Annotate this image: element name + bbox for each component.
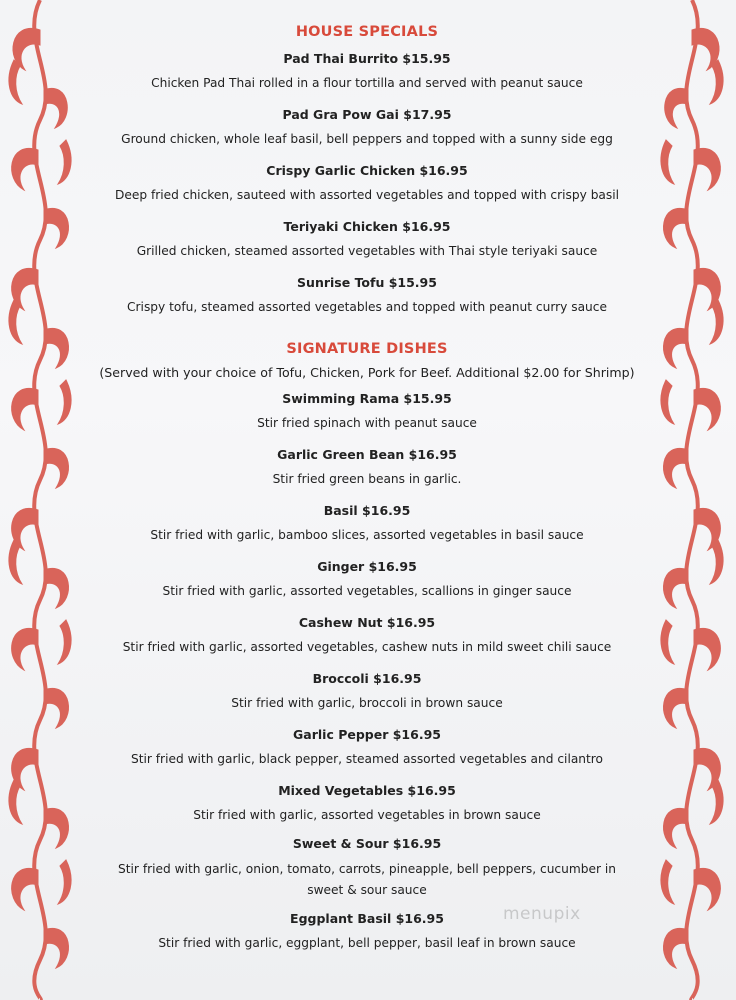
section-title-signature-dishes: SIGNATURE DISHES <box>286 341 448 357</box>
item-name: Crispy Garlic Chicken $16.95 <box>266 163 468 178</box>
item-description: Stir fried with garlic, assorted vegetables in brown sauce <box>193 808 541 822</box>
item-description: Stir fried with garlic, broccoli in brown sauce <box>231 696 503 710</box>
item-name: Ginger $16.95 <box>317 559 417 574</box>
menu-item <box>82 101 652 157</box>
section-title-house-specials: HOUSE SPECIALS <box>295 24 439 40</box>
item-description: Stir fried with garlic, assorted vegetables, scallions in ginger sauce <box>162 584 572 598</box>
item-name: Broccoli $16.95 <box>312 671 422 686</box>
item-name: Garlic Pepper $16.95 <box>293 727 441 742</box>
item-description: Chicken Pad Thai rolled in a flour tortilla and served with peanut sauce <box>151 76 583 90</box>
item-description: Stir fried with garlic, assorted vegetables, cashew nuts in mild sweet chili sauce <box>122 640 612 654</box>
menu-item <box>82 553 652 609</box>
item-name: Garlic Green Bean $16.95 <box>277 447 457 462</box>
item-description: Stir fried with garlic, black pepper, steamed assorted vegetables and cilantro <box>130 752 603 766</box>
item-description: Stir fried spinach with peanut sauce <box>257 416 477 430</box>
menu-content <box>82 20 652 964</box>
menu-item <box>82 609 652 665</box>
item-name: Eggplant Basil $16.95 <box>290 911 444 926</box>
item-description: Stir fried with garlic, onion, tomato, carrots, pineapple, bell peppers, cucumber in sweet & sour sauce <box>118 862 616 897</box>
menu-item <box>82 830 652 908</box>
item-name: Teriyaki Chicken $16.95 <box>283 219 451 234</box>
item-name: Pad Thai Burrito $15.95 <box>283 51 451 66</box>
left-floral-border <box>0 0 80 1000</box>
right-floral-border <box>652 0 732 1000</box>
menu-item <box>82 441 652 497</box>
protein-choice-note: (Served with your choice of Tofu, Chicken, Pork for Beef. Additional $2.00 for Shrimp) <box>99 365 635 380</box>
item-description: Grilled chicken, steamed assorted vegetables with Thai style teriyaki sauce <box>136 244 598 258</box>
item-name: Mixed Vegetables $16.95 <box>278 783 456 798</box>
menu-item <box>82 157 652 213</box>
item-name: Swimming Rama $15.95 <box>282 391 452 406</box>
item-description: Ground chicken, whole leaf basil, bell peppers and topped with a sunny side egg <box>121 132 613 146</box>
menu-item <box>82 269 652 325</box>
item-description: Deep fried chicken, sauteed with assorted vegetables and topped with crispy basil <box>114 188 620 202</box>
item-description: Crispy tofu, steamed assorted vegetables and topped with peanut curry sauce <box>127 300 607 314</box>
menu-item <box>82 497 652 553</box>
menu-item <box>82 721 652 777</box>
item-name: Sweet & Sour $16.95 <box>292 836 442 851</box>
item-description: Stir fried with garlic, eggplant, bell pepper, basil leaf in brown sauce <box>158 936 576 950</box>
item-name: Cashew Nut $16.95 <box>298 615 436 630</box>
item-description: Stir fried with garlic, bamboo slices, assorted vegetables in basil sauce <box>150 528 584 542</box>
menu-item <box>82 213 652 269</box>
item-description: Stir fried green beans in garlic. <box>272 472 462 486</box>
item-name: Basil $16.95 <box>323 503 411 518</box>
menu-item <box>82 45 652 101</box>
menu-item <box>82 665 652 721</box>
menu-item <box>82 385 652 441</box>
item-name: Pad Gra Pow Gai $17.95 <box>282 107 452 122</box>
menupix-watermark: menupix <box>503 904 581 924</box>
menu-item <box>82 777 652 830</box>
item-name: Sunrise Tofu $15.95 <box>297 275 437 290</box>
